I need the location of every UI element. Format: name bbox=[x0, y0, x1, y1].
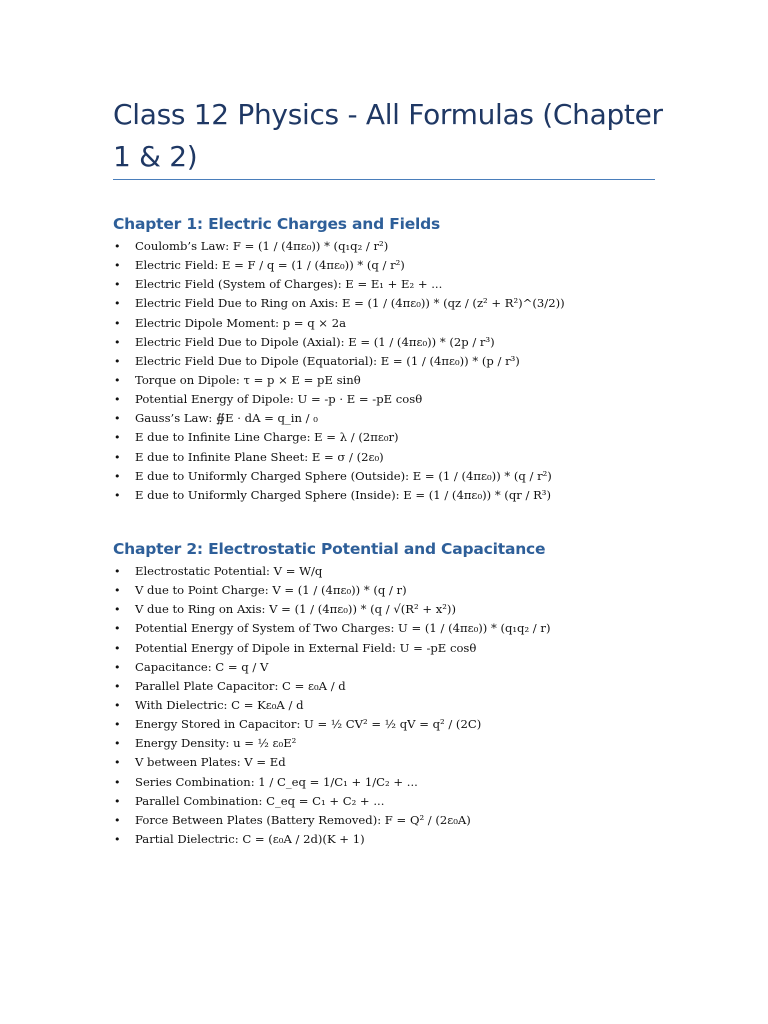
chapter-2-heading: Chapter 2: Electrostatic Potential and Capacitance bbox=[113, 540, 546, 558]
formula-text: Parallel Plate Capacitor: C = ε₀A / d bbox=[135, 678, 346, 693]
formula-list-item bbox=[113, 715, 713, 734]
formula-list-item bbox=[113, 409, 713, 428]
bullet-icon: • bbox=[114, 794, 121, 808]
bullet-icon: • bbox=[114, 603, 121, 617]
formula-list-item bbox=[113, 753, 713, 772]
formula-text: Electrostatic Potential: V = W/q bbox=[135, 564, 323, 578]
formula-text: Force Between Plates (Battery Removed): F = Q² / (2ε₀A) bbox=[135, 812, 471, 827]
bullet-icon: • bbox=[114, 335, 121, 349]
formula-text: Torque on Dipole: τ = p × E = pE sinθ bbox=[135, 372, 361, 387]
formula-list-item bbox=[113, 619, 713, 638]
bullet-icon: • bbox=[114, 565, 121, 578]
bullet-icon: • bbox=[114, 240, 121, 253]
formula-text: Energy Density: u = ½ ε₀E² bbox=[135, 736, 297, 751]
formula-text: E due to Infinite Line Charge: E = λ / (2πε₀r) bbox=[135, 430, 399, 445]
formula-list-item bbox=[113, 811, 713, 830]
formula-text: Electric Field (System of Charges): E = E₁ + E₂ + ... bbox=[135, 277, 443, 292]
formula-text: E due to Uniformly Charged Sphere (Inside): E = (1 / (4πε₀)) * (qr / R³) bbox=[135, 487, 551, 502]
bullet-icon: • bbox=[114, 393, 121, 407]
bullet-icon: • bbox=[114, 354, 121, 368]
formula-list-item bbox=[113, 734, 713, 753]
bullet-icon: • bbox=[114, 679, 121, 693]
bullet-icon: • bbox=[114, 660, 121, 674]
formula-text: V due to Ring on Axis: V = (1 / (4πε₀)) * (q / √(R² + x²)) bbox=[135, 602, 456, 617]
formula-text: E due to Uniformly Charged Sphere (Outside): E = (1 / (4πε₀)) * (q / r²) bbox=[135, 468, 552, 483]
formula-text: With Dielectric: C = Kε₀A / d bbox=[135, 697, 304, 712]
formula-text: Parallel Combination: C_eq = C₁ + C₂ + ... bbox=[135, 793, 385, 808]
chapter-1-formula-list bbox=[113, 237, 713, 505]
bullet-icon: • bbox=[114, 832, 121, 846]
formula-text: Electric Field: E = F / q = (1 / (4πε₀)) * (q / r²) bbox=[135, 258, 405, 273]
formula-list-item bbox=[113, 333, 713, 352]
bullet-icon: • bbox=[114, 737, 121, 751]
formula-text: Potential Energy of System of Two Charges: U = (1 / (4πε₀)) * (q₁q₂ / r) bbox=[135, 621, 551, 636]
bullet-icon: • bbox=[114, 373, 121, 387]
bullet-icon: • bbox=[114, 584, 121, 598]
bullet-icon: • bbox=[114, 412, 121, 426]
formula-list-item bbox=[113, 390, 713, 409]
bullet-icon: • bbox=[114, 450, 121, 464]
bullet-icon: • bbox=[114, 278, 121, 292]
formula-text: V due to Point Charge: V = (1 / (4πε₀)) * (q / r) bbox=[135, 583, 407, 598]
formula-list-item bbox=[113, 256, 713, 275]
bullet-icon: • bbox=[114, 641, 121, 655]
formula-list-item bbox=[113, 677, 713, 696]
formula-list-item bbox=[113, 773, 713, 792]
formula-text: E due to Infinite Plane Sheet: E = σ / (2ε₀) bbox=[135, 449, 384, 464]
formula-list-item bbox=[113, 371, 713, 390]
formula-text: Potential Energy of Dipole: U = -p · E = -pE cosθ bbox=[135, 392, 423, 407]
bullet-icon: • bbox=[114, 718, 121, 732]
bullet-icon: • bbox=[114, 488, 121, 502]
formula-list-item bbox=[113, 275, 713, 294]
formula-list-item bbox=[113, 352, 713, 371]
formula-list-item bbox=[113, 562, 713, 581]
formula-text: Series Combination: 1 / C_eq = 1/C₁ + 1/C₂ + ... bbox=[135, 774, 418, 789]
formula-list-item bbox=[113, 581, 713, 600]
formula-list-item bbox=[113, 428, 713, 447]
formula-list-item bbox=[113, 830, 713, 849]
formula-list-item bbox=[113, 639, 713, 658]
formula-text: Potential Energy of Dipole in External Field: U = -pE cosθ bbox=[135, 640, 477, 655]
chapter-1-heading: Chapter 1: Electric Charges and Fields bbox=[113, 215, 441, 233]
formula-list-item bbox=[113, 237, 713, 256]
chapter-1-section bbox=[113, 212, 713, 505]
formula-text: V between Plates: V = Ed bbox=[135, 755, 286, 770]
title-underline-divider bbox=[113, 179, 655, 180]
bullet-icon: • bbox=[114, 431, 121, 445]
formula-text: Coulomb’s Law: F = (1 / (4πε₀)) * (q₁q₂ / r²) bbox=[135, 239, 389, 253]
formula-list-item bbox=[113, 314, 713, 333]
formula-text: Partial Dielectric: C = (ε₀A / 2d)(K + 1) bbox=[135, 831, 365, 846]
bullet-icon: • bbox=[114, 698, 121, 712]
formula-list-item bbox=[113, 294, 713, 313]
formula-list-item bbox=[113, 792, 713, 811]
bullet-icon: • bbox=[114, 622, 121, 636]
formula-text: Electric Dipole Moment: p = q × 2a bbox=[135, 315, 346, 330]
bullet-icon: • bbox=[114, 316, 121, 330]
bullet-icon: • bbox=[114, 775, 121, 789]
formula-text: Electric Field Due to Dipole (Equatorial): E = (1 / (4πε₀)) * (p / r³) bbox=[135, 353, 520, 368]
formula-text: Energy Stored in Capacitor: U = ½ CV² = ½ qV = q² / (2C) bbox=[135, 717, 482, 732]
formula-text: Electric Field Due to Ring on Axis: E = (1 / (4πε₀)) * (qz / (z² + R²)^(3/2)) bbox=[135, 296, 565, 311]
formula-list-item bbox=[113, 486, 713, 505]
bullet-icon: • bbox=[114, 469, 121, 483]
formula-text: Capacitance: C = q / V bbox=[135, 659, 269, 674]
formula-list-item bbox=[113, 448, 713, 467]
formula-list-item bbox=[113, 467, 713, 486]
document-title: Class 12 Physics - All Formulas (Chapter 1 & 2) bbox=[113, 98, 663, 173]
bullet-icon: • bbox=[114, 297, 121, 311]
bullet-icon: • bbox=[114, 813, 121, 827]
formula-list-item bbox=[113, 658, 713, 677]
formula-list-item bbox=[113, 600, 713, 619]
bullet-icon: • bbox=[114, 259, 121, 273]
formula-list-item bbox=[113, 696, 713, 715]
bullet-icon: • bbox=[114, 756, 121, 770]
chapter-2-section bbox=[113, 537, 713, 849]
formula-text: Gauss’s Law: ∯E · dA = q_in / ₀ bbox=[135, 411, 318, 426]
chapter-2-formula-list bbox=[113, 562, 713, 849]
formula-text: Electric Field Due to Dipole (Axial): E = (1 / (4πε₀)) * (2p / r³) bbox=[135, 334, 495, 349]
